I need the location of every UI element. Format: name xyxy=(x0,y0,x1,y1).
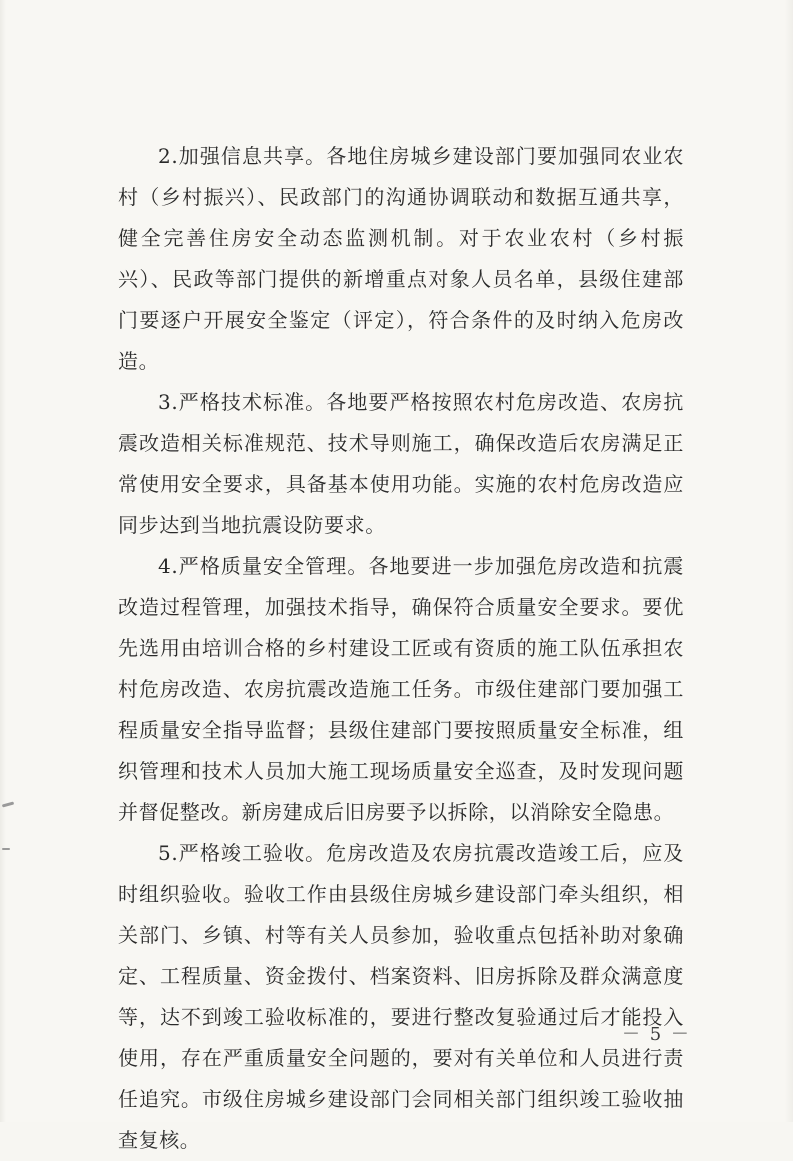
page-number: － 5 － xyxy=(622,1024,691,1045)
paragraph-quality-safety-management: 4.严格质量安全管理。各地要进一步加强危房改造和抗震改造过程管理，加强技术指导，确保符合质量安全要求。要优先选用由培训合格的乡村建设工匠或有资质的施工队伍承担农村危房改造、农房抗震改造施工任务。市级住建部门要加强工程质量安全指导监督；县级住建部门要按照质量安全标准，组织管理和技术人员加大施工现场质量安全巡查，及时发现问题并督促整改。新房建成后旧房要予以拆除，以消除安全隐患。 xyxy=(118,554,684,824)
paragraph-information-sharing: 2.加强信息共享。各地住房城乡建设部门要加强同农业农村（乡村振兴）、民政部门的沟通协调联动和数据互通共享，健全完善住房安全动态监测机制。对于农业农村（乡村振兴）、民政等部门提供的新增重点对象人员名单，县级住建部门要逐户开展安全鉴定（评定），符合条件的及时纳入危房改造。 xyxy=(118,144,684,373)
margin-scan-mark xyxy=(2,801,14,807)
paragraph-technical-standards: 3.严格技术标准。各地要严格按照农村危房改造、农房抗震改造相关标准规范、技术导则施工，确保改造后农房满足正常使用安全要求，具备基本使用功能。实施的农村危房改造应同步达到当地抗震设防要求。 xyxy=(118,390,684,537)
margin-scan-mark xyxy=(2,848,10,850)
paragraph-completion-acceptance: 5.严格竣工验收。危房改造及农房抗震改造竣工后，应及时组织验收。验收工作由县级住房城乡建设部门牵头组织，相关部门、乡镇、村等有关人员参加，验收重点包括补助对象确定、工程质量、资金拨付、档案资料、旧房拆除及群众满意度等，达不到竣工验收标准的，要进行整改复验通过后才能投入使用，存在严重质量安全问题的，要对有关单位和人员进行责任追究。市级住房城乡建设部门会同相关部门组织竣工验收抽查复核。 xyxy=(118,841,684,1152)
body-text xyxy=(118,136,684,1161)
